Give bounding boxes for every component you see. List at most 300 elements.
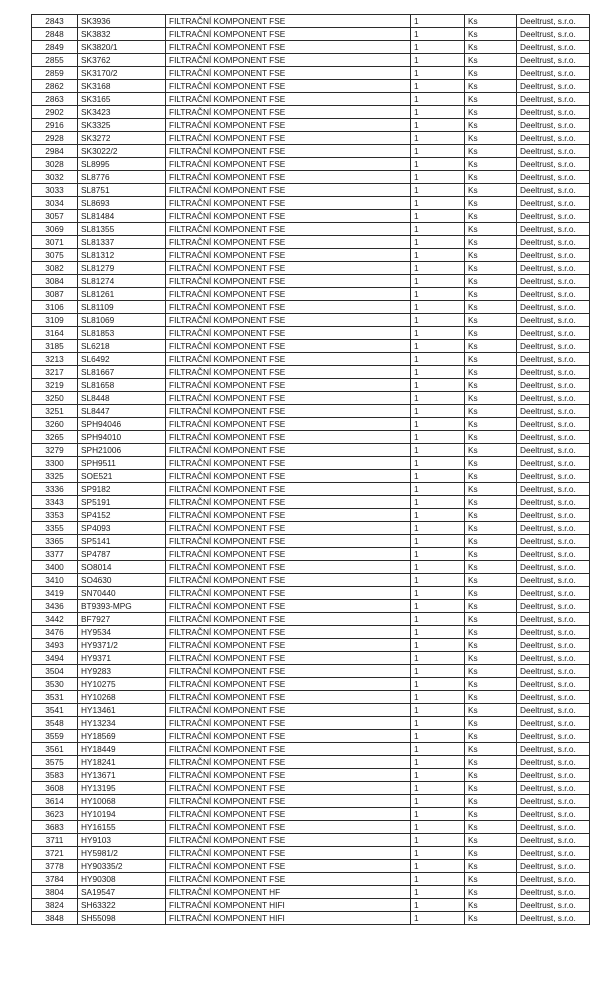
unit-cell: Ks	[465, 873, 517, 886]
table-row	[32, 301, 590, 314]
table-row	[32, 197, 590, 210]
description-cell: FILTRAČNÍ KOMPONENT FSE	[166, 522, 411, 535]
supplier-cell: Deeltrust, s.r.o.	[517, 405, 590, 418]
part-code-cell: SK3325	[78, 119, 166, 132]
table-row	[32, 496, 590, 509]
row-number-cell: 2862	[32, 80, 78, 93]
unit-cell: Ks	[465, 93, 517, 106]
description-cell: FILTRAČNÍ KOMPONENT FSE	[166, 314, 411, 327]
table-row	[32, 275, 590, 288]
supplier-cell: Deeltrust, s.r.o.	[517, 600, 590, 613]
row-number-cell: 3028	[32, 158, 78, 171]
table-row	[32, 353, 590, 366]
supplier-cell: Deeltrust, s.r.o.	[517, 210, 590, 223]
quantity-cell: 1	[411, 301, 465, 314]
supplier-cell: Deeltrust, s.r.o.	[517, 717, 590, 730]
quantity-cell: 1	[411, 483, 465, 496]
description-cell: FILTRAČNÍ KOMPONENT FSE	[166, 249, 411, 262]
table-row	[32, 119, 590, 132]
supplier-cell: Deeltrust, s.r.o.	[517, 730, 590, 743]
supplier-cell: Deeltrust, s.r.o.	[517, 652, 590, 665]
quantity-cell: 1	[411, 548, 465, 561]
row-number-cell: 3082	[32, 262, 78, 275]
description-cell: FILTRAČNÍ KOMPONENT FSE	[166, 418, 411, 431]
unit-cell: Ks	[465, 548, 517, 561]
table-row	[32, 470, 590, 483]
unit-cell: Ks	[465, 795, 517, 808]
table-row	[32, 392, 590, 405]
quantity-cell: 1	[411, 457, 465, 470]
table-row	[32, 28, 590, 41]
part-code-cell: SK3832	[78, 28, 166, 41]
unit-cell: Ks	[465, 444, 517, 457]
table-row	[32, 730, 590, 743]
quantity-cell: 1	[411, 41, 465, 54]
row-number-cell: 3343	[32, 496, 78, 509]
part-code-cell: HY90335/2	[78, 860, 166, 873]
unit-cell: Ks	[465, 665, 517, 678]
quantity-cell: 1	[411, 379, 465, 392]
unit-cell: Ks	[465, 535, 517, 548]
part-code-cell: HY18241	[78, 756, 166, 769]
unit-cell: Ks	[465, 145, 517, 158]
row-number-cell: 3721	[32, 847, 78, 860]
unit-cell: Ks	[465, 717, 517, 730]
unit-cell: Ks	[465, 483, 517, 496]
supplier-cell: Deeltrust, s.r.o.	[517, 366, 590, 379]
supplier-cell: Deeltrust, s.r.o.	[517, 769, 590, 782]
supplier-cell: Deeltrust, s.r.o.	[517, 834, 590, 847]
unit-cell: Ks	[465, 782, 517, 795]
supplier-cell: Deeltrust, s.r.o.	[517, 41, 590, 54]
supplier-cell: Deeltrust, s.r.o.	[517, 756, 590, 769]
supplier-cell: Deeltrust, s.r.o.	[517, 314, 590, 327]
part-code-cell: SL81337	[78, 236, 166, 249]
unit-cell: Ks	[465, 574, 517, 587]
supplier-cell: Deeltrust, s.r.o.	[517, 847, 590, 860]
supplier-cell: Deeltrust, s.r.o.	[517, 93, 590, 106]
description-cell: FILTRAČNÍ KOMPONENT FSE	[166, 600, 411, 613]
table-row	[32, 431, 590, 444]
supplier-cell: Deeltrust, s.r.o.	[517, 67, 590, 80]
unit-cell: Ks	[465, 210, 517, 223]
supplier-cell: Deeltrust, s.r.o.	[517, 353, 590, 366]
table-row	[32, 15, 590, 28]
quantity-cell: 1	[411, 860, 465, 873]
row-number-cell: 3260	[32, 418, 78, 431]
table-row	[32, 132, 590, 145]
supplier-cell: Deeltrust, s.r.o.	[517, 418, 590, 431]
description-cell: FILTRAČNÍ KOMPONENT FSE	[166, 743, 411, 756]
quantity-cell: 1	[411, 80, 465, 93]
row-number-cell: 3784	[32, 873, 78, 886]
table-row	[32, 379, 590, 392]
unit-cell: Ks	[465, 912, 517, 925]
table-row	[32, 613, 590, 626]
quantity-cell: 1	[411, 145, 465, 158]
part-code-cell: SK3936	[78, 15, 166, 28]
row-number-cell: 3683	[32, 821, 78, 834]
row-number-cell: 3265	[32, 431, 78, 444]
quantity-cell: 1	[411, 834, 465, 847]
unit-cell: Ks	[465, 132, 517, 145]
quantity-cell: 1	[411, 353, 465, 366]
supplier-cell: Deeltrust, s.r.o.	[517, 444, 590, 457]
description-cell: FILTRAČNÍ KOMPONENT FSE	[166, 652, 411, 665]
quantity-cell: 1	[411, 171, 465, 184]
quantity-cell: 1	[411, 678, 465, 691]
quantity-cell: 1	[411, 639, 465, 652]
part-code-cell: SL81658	[78, 379, 166, 392]
part-code-cell: HY10068	[78, 795, 166, 808]
table-row	[32, 652, 590, 665]
table-row	[32, 717, 590, 730]
supplier-cell: Deeltrust, s.r.o.	[517, 392, 590, 405]
table-row	[32, 444, 590, 457]
supplier-cell: Deeltrust, s.r.o.	[517, 522, 590, 535]
unit-cell: Ks	[465, 431, 517, 444]
supplier-cell: Deeltrust, s.r.o.	[517, 613, 590, 626]
part-code-cell: SK3762	[78, 54, 166, 67]
table-row	[32, 288, 590, 301]
quantity-cell: 1	[411, 756, 465, 769]
quantity-cell: 1	[411, 197, 465, 210]
table-row	[32, 327, 590, 340]
part-code-cell: SP5191	[78, 496, 166, 509]
unit-cell: Ks	[465, 353, 517, 366]
row-number-cell: 3711	[32, 834, 78, 847]
part-code-cell: SP5141	[78, 535, 166, 548]
part-code-cell: SN70440	[78, 587, 166, 600]
table-row	[32, 769, 590, 782]
row-number-cell: 3365	[32, 535, 78, 548]
unit-cell: Ks	[465, 80, 517, 93]
unit-cell: Ks	[465, 288, 517, 301]
part-code-cell: SL81312	[78, 249, 166, 262]
description-cell: FILTRAČNÍ KOMPONENT FSE	[166, 561, 411, 574]
supplier-cell: Deeltrust, s.r.o.	[517, 262, 590, 275]
part-code-cell: SL8751	[78, 184, 166, 197]
table-row	[32, 457, 590, 470]
quantity-cell: 1	[411, 782, 465, 795]
part-code-cell: SL81484	[78, 210, 166, 223]
description-cell: FILTRAČNÍ KOMPONENT FSE	[166, 340, 411, 353]
row-number-cell: 3410	[32, 574, 78, 587]
supplier-cell: Deeltrust, s.r.o.	[517, 496, 590, 509]
part-code-cell: SK3022/2	[78, 145, 166, 158]
part-code-cell: SPH9511	[78, 457, 166, 470]
quantity-cell: 1	[411, 366, 465, 379]
row-number-cell: 3219	[32, 379, 78, 392]
supplier-cell: Deeltrust, s.r.o.	[517, 665, 590, 678]
supplier-cell: Deeltrust, s.r.o.	[517, 548, 590, 561]
row-number-cell: 3436	[32, 600, 78, 613]
row-number-cell: 3250	[32, 392, 78, 405]
supplier-cell: Deeltrust, s.r.o.	[517, 223, 590, 236]
part-code-cell: SA19547	[78, 886, 166, 899]
supplier-cell: Deeltrust, s.r.o.	[517, 821, 590, 834]
quantity-cell: 1	[411, 132, 465, 145]
quantity-cell: 1	[411, 288, 465, 301]
part-code-cell: HY9283	[78, 665, 166, 678]
table-row	[32, 483, 590, 496]
table-row	[32, 314, 590, 327]
row-number-cell: 3300	[32, 457, 78, 470]
row-number-cell: 2843	[32, 15, 78, 28]
description-cell: FILTRAČNÍ KOMPONENT FSE	[166, 535, 411, 548]
description-cell: FILTRAČNÍ KOMPONENT FSE	[166, 28, 411, 41]
supplier-cell: Deeltrust, s.r.o.	[517, 15, 590, 28]
unit-cell: Ks	[465, 15, 517, 28]
unit-cell: Ks	[465, 67, 517, 80]
unit-cell: Ks	[465, 340, 517, 353]
supplier-cell: Deeltrust, s.r.o.	[517, 431, 590, 444]
description-cell: FILTRAČNÍ KOMPONENT FSE	[166, 834, 411, 847]
row-number-cell: 2928	[32, 132, 78, 145]
table-row	[32, 145, 590, 158]
table-row	[32, 821, 590, 834]
row-number-cell: 3504	[32, 665, 78, 678]
description-cell: FILTRAČNÍ KOMPONENT FSE	[166, 704, 411, 717]
table-row	[32, 587, 590, 600]
supplier-cell: Deeltrust, s.r.o.	[517, 132, 590, 145]
quantity-cell: 1	[411, 730, 465, 743]
row-number-cell: 3075	[32, 249, 78, 262]
row-number-cell: 3336	[32, 483, 78, 496]
row-number-cell: 3057	[32, 210, 78, 223]
description-cell: FILTRAČNÍ KOMPONENT FSE	[166, 288, 411, 301]
supplier-cell: Deeltrust, s.r.o.	[517, 106, 590, 119]
part-code-cell: SL8448	[78, 392, 166, 405]
row-number-cell: 3848	[32, 912, 78, 925]
row-number-cell: 3419	[32, 587, 78, 600]
quantity-cell: 1	[411, 158, 465, 171]
quantity-cell: 1	[411, 509, 465, 522]
description-cell: FILTRAČNÍ KOMPONENT FSE	[166, 769, 411, 782]
table-row	[32, 522, 590, 535]
supplier-cell: Deeltrust, s.r.o.	[517, 457, 590, 470]
row-number-cell: 3575	[32, 756, 78, 769]
part-code-cell: SL81109	[78, 301, 166, 314]
table-row	[32, 535, 590, 548]
row-number-cell: 3377	[32, 548, 78, 561]
description-cell: FILTRAČNÍ KOMPONENT FSE	[166, 691, 411, 704]
description-cell: FILTRAČNÍ KOMPONENT FSE	[166, 574, 411, 587]
row-number-cell: 3033	[32, 184, 78, 197]
row-number-cell: 3824	[32, 899, 78, 912]
supplier-cell: Deeltrust, s.r.o.	[517, 587, 590, 600]
description-cell: FILTRAČNÍ KOMPONENT FSE	[166, 366, 411, 379]
unit-cell: Ks	[465, 756, 517, 769]
parts-table	[31, 14, 590, 925]
part-code-cell: HY90308	[78, 873, 166, 886]
description-cell: FILTRAČNÍ KOMPONENT FSE	[166, 353, 411, 366]
table-row	[32, 509, 590, 522]
quantity-cell: 1	[411, 522, 465, 535]
description-cell: FILTRAČNÍ KOMPONENT FSE	[166, 626, 411, 639]
table-row	[32, 418, 590, 431]
table-row	[32, 41, 590, 54]
row-number-cell: 2848	[32, 28, 78, 41]
row-number-cell: 3530	[32, 678, 78, 691]
part-code-cell: SL81667	[78, 366, 166, 379]
unit-cell: Ks	[465, 899, 517, 912]
unit-cell: Ks	[465, 704, 517, 717]
unit-cell: Ks	[465, 28, 517, 41]
unit-cell: Ks	[465, 392, 517, 405]
table-row	[32, 782, 590, 795]
supplier-cell: Deeltrust, s.r.o.	[517, 171, 590, 184]
quantity-cell: 1	[411, 821, 465, 834]
description-cell: FILTRAČNÍ KOMPONENT FSE	[166, 717, 411, 730]
supplier-cell: Deeltrust, s.r.o.	[517, 249, 590, 262]
row-number-cell: 3559	[32, 730, 78, 743]
quantity-cell: 1	[411, 262, 465, 275]
unit-cell: Ks	[465, 691, 517, 704]
quantity-cell: 1	[411, 613, 465, 626]
row-number-cell: 3583	[32, 769, 78, 782]
part-code-cell: SO4630	[78, 574, 166, 587]
table-row	[32, 704, 590, 717]
unit-cell: Ks	[465, 470, 517, 483]
table-row	[32, 834, 590, 847]
table-row	[32, 600, 590, 613]
description-cell: FILTRAČNÍ KOMPONENT FSE	[166, 483, 411, 496]
row-number-cell: 2849	[32, 41, 78, 54]
row-number-cell: 3493	[32, 639, 78, 652]
part-code-cell: SL81261	[78, 288, 166, 301]
row-number-cell: 3548	[32, 717, 78, 730]
description-cell: FILTRAČNÍ KOMPONENT FSE	[166, 15, 411, 28]
table-row	[32, 67, 590, 80]
part-code-cell: SPH94046	[78, 418, 166, 431]
supplier-cell: Deeltrust, s.r.o.	[517, 535, 590, 548]
unit-cell: Ks	[465, 561, 517, 574]
description-cell: FILTRAČNÍ KOMPONENT FSE	[166, 67, 411, 80]
part-code-cell: HY13461	[78, 704, 166, 717]
supplier-cell: Deeltrust, s.r.o.	[517, 28, 590, 41]
unit-cell: Ks	[465, 769, 517, 782]
description-cell: FILTRAČNÍ KOMPONENT FSE	[166, 184, 411, 197]
row-number-cell: 3623	[32, 808, 78, 821]
table-row	[32, 886, 590, 899]
row-number-cell: 3353	[32, 509, 78, 522]
supplier-cell: Deeltrust, s.r.o.	[517, 678, 590, 691]
row-number-cell: 2916	[32, 119, 78, 132]
quantity-cell: 1	[411, 665, 465, 678]
quantity-cell: 1	[411, 444, 465, 457]
quantity-cell: 1	[411, 587, 465, 600]
quantity-cell: 1	[411, 795, 465, 808]
quantity-cell: 1	[411, 600, 465, 613]
part-code-cell: SK3423	[78, 106, 166, 119]
unit-cell: Ks	[465, 886, 517, 899]
unit-cell: Ks	[465, 678, 517, 691]
supplier-cell: Deeltrust, s.r.o.	[517, 899, 590, 912]
row-number-cell: 3032	[32, 171, 78, 184]
table-row	[32, 873, 590, 886]
row-number-cell: 3087	[32, 288, 78, 301]
part-code-cell: HY13671	[78, 769, 166, 782]
supplier-cell: Deeltrust, s.r.o.	[517, 626, 590, 639]
unit-cell: Ks	[465, 275, 517, 288]
row-number-cell: 3778	[32, 860, 78, 873]
unit-cell: Ks	[465, 327, 517, 340]
unit-cell: Ks	[465, 158, 517, 171]
supplier-cell: Deeltrust, s.r.o.	[517, 275, 590, 288]
unit-cell: Ks	[465, 301, 517, 314]
unit-cell: Ks	[465, 808, 517, 821]
supplier-cell: Deeltrust, s.r.o.	[517, 886, 590, 899]
supplier-cell: Deeltrust, s.r.o.	[517, 327, 590, 340]
supplier-cell: Deeltrust, s.r.o.	[517, 288, 590, 301]
quantity-cell: 1	[411, 249, 465, 262]
unit-cell: Ks	[465, 223, 517, 236]
description-cell: FILTRAČNÍ KOMPONENT FSE	[166, 678, 411, 691]
description-cell: FILTRAČNÍ KOMPONENT FSE	[166, 509, 411, 522]
table-row	[32, 184, 590, 197]
part-code-cell: SK3170/2	[78, 67, 166, 80]
row-number-cell: 3614	[32, 795, 78, 808]
quantity-cell: 1	[411, 184, 465, 197]
part-code-cell: SPH21006	[78, 444, 166, 457]
quantity-cell: 1	[411, 340, 465, 353]
description-cell: FILTRAČNÍ KOMPONENT FSE	[166, 548, 411, 561]
row-number-cell: 3494	[32, 652, 78, 665]
unit-cell: Ks	[465, 379, 517, 392]
description-cell: FILTRAČNÍ KOMPONENT FSE	[166, 496, 411, 509]
part-code-cell: SL8995	[78, 158, 166, 171]
unit-cell: Ks	[465, 249, 517, 262]
quantity-cell: 1	[411, 717, 465, 730]
row-number-cell: 2902	[32, 106, 78, 119]
row-number-cell: 3355	[32, 522, 78, 535]
description-cell: FILTRAČNÍ KOMPONENT FSE	[166, 223, 411, 236]
table-row	[32, 912, 590, 925]
unit-cell: Ks	[465, 626, 517, 639]
unit-cell: Ks	[465, 405, 517, 418]
part-code-cell: SK3168	[78, 80, 166, 93]
quantity-cell: 1	[411, 93, 465, 106]
supplier-cell: Deeltrust, s.r.o.	[517, 808, 590, 821]
part-code-cell: BF7927	[78, 613, 166, 626]
row-number-cell: 3084	[32, 275, 78, 288]
description-cell: FILTRAČNÍ KOMPONENT FSE	[166, 379, 411, 392]
part-code-cell: SL8447	[78, 405, 166, 418]
description-cell: FILTRAČNÍ KOMPONENT FSE	[166, 132, 411, 145]
row-number-cell: 3325	[32, 470, 78, 483]
supplier-cell: Deeltrust, s.r.o.	[517, 704, 590, 717]
part-code-cell: HY10268	[78, 691, 166, 704]
description-cell: FILTRAČNÍ KOMPONENT FSE	[166, 158, 411, 171]
quantity-cell: 1	[411, 561, 465, 574]
row-number-cell: 3071	[32, 236, 78, 249]
part-code-cell: SL81355	[78, 223, 166, 236]
table-row	[32, 366, 590, 379]
table-row	[32, 899, 590, 912]
part-code-cell: SK3272	[78, 132, 166, 145]
part-code-cell: SP4152	[78, 509, 166, 522]
supplier-cell: Deeltrust, s.r.o.	[517, 184, 590, 197]
supplier-cell: Deeltrust, s.r.o.	[517, 912, 590, 925]
description-cell: FILTRAČNÍ KOMPONENT FSE	[166, 587, 411, 600]
description-cell: FILTRAČNÍ KOMPONENT FSE	[166, 470, 411, 483]
part-code-cell: HY16155	[78, 821, 166, 834]
table-row	[32, 808, 590, 821]
supplier-cell: Deeltrust, s.r.o.	[517, 561, 590, 574]
supplier-cell: Deeltrust, s.r.o.	[517, 119, 590, 132]
supplier-cell: Deeltrust, s.r.o.	[517, 483, 590, 496]
